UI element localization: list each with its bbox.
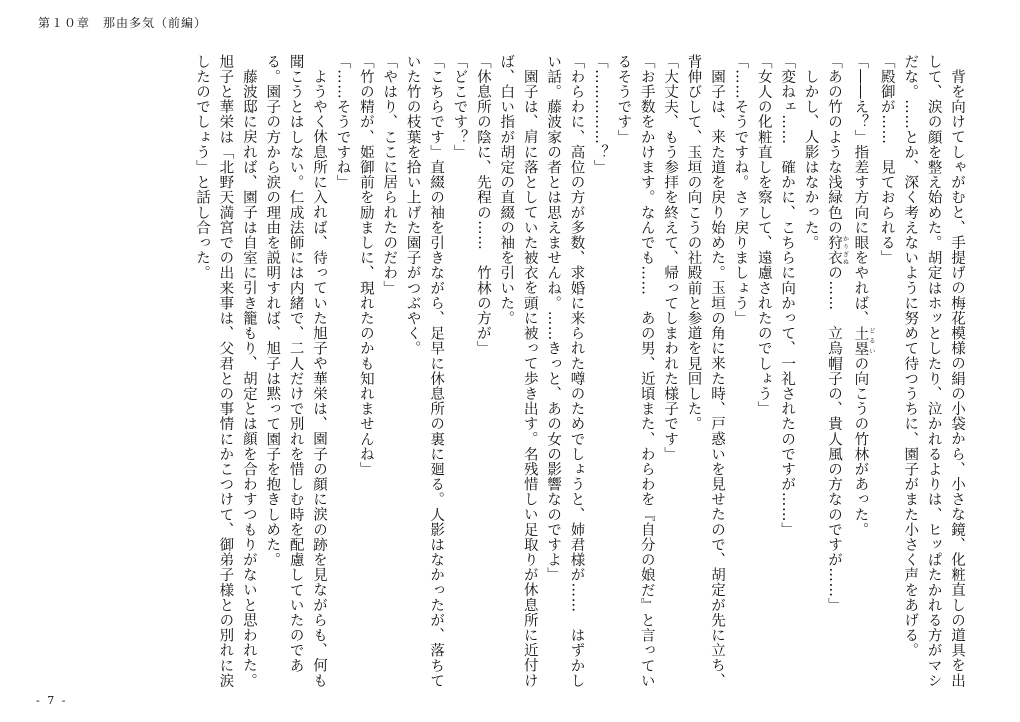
- page-number: - 7 -: [36, 694, 68, 707]
- paragraph: 園子は、肩に落としていた被衣を頭に被って歩き出す。名残惜しい足取りが休息所に近付けば、白い指が胡定の直綴の袖を引いた。: [498, 54, 538, 688]
- paragraph: 「……………？」: [591, 54, 608, 175]
- paragraph: 「……そうですね」: [334, 54, 351, 190]
- paragraph: 「やはり、ここに居られたのだわ」: [381, 54, 398, 296]
- paragraph: 園子は、来た道を戻り始めた。玉垣の角に来た時、戸惑いを見せたので、胡定が先に立ち、背伸びして、玉垣の向こうの社殿前と参道を見回した。: [685, 54, 725, 688]
- paragraph-text: 「――え？」指差す方向に眼をやれば、: [852, 54, 869, 326]
- paragraph: 「竹の精が、姫御前を励ましに、現れたのかも知れませんね」: [357, 54, 374, 477]
- paragraph: 「女人の化粧直しを察して、遠慮されたのでしょう」: [755, 54, 772, 417]
- paragraph: 背を向けてしゃがむと、手提げの梅花模様の絹の小袋から、小さな鏡、化粧直しの道具を出して、涙の顔を整え始めた。胡定はホッとしたり、泣かれるよりは、ヒッぱたかれる方がマシだな。……とか、深く考えないように努めて待つうちに、園子がまた小さく声をあげる。: [902, 54, 965, 689]
- ruby-annotation: 狩衣 かりぎぬ: [825, 235, 849, 266]
- paragraph: 「変ねェ…… 確かに、こちらに向かって、一礼されたのですが……」: [779, 54, 796, 538]
- paragraph: 「……そうですね。さァ戻りましょう」: [732, 54, 749, 326]
- paragraph-text: の向こうの竹林があった。: [852, 356, 869, 538]
- paragraph: [848, 54, 874, 690]
- paragraph: 「どこです？」: [451, 54, 468, 160]
- paragraph: 「大丈夫、もう参拝を終えて、帰ってしまわれた様子です」: [662, 54, 679, 462]
- paragraph-text: の…… 立烏帽子の、貴人風の方なのですが……」: [825, 265, 842, 613]
- paragraph: 「休息所の陰に、先程の…… 竹林の方が」: [474, 54, 491, 356]
- paragraph: しかし、人影はなかった。: [802, 68, 819, 250]
- paragraph-text: 「あの竹のような浅緑色の: [825, 54, 842, 236]
- paragraph: 「こちらです」直綴の袖を引きながら、足早に休息所の裏に廻る。人影はなかったが、落ちていた竹の枝葉を拾い上げた園子がつぶやく。: [404, 54, 445, 689]
- paragraph: 「お手数をかけます。なんでも…… あの男、近頃また、わらわを『自分の娘だ』と言っているそうです」: [615, 54, 655, 689]
- paragraph: 藤波邸に戻れば、園子は自室に引き籠もり、胡定とは顔を合わすつもりがないと思われた。旭子と華栄は「北野天満宮での出来事は、父君との事情にかこつけて、御弟子様との別れに涙したのでしょう」と話し合った。: [194, 54, 257, 689]
- paragraph: 「殿御が…… 見ておられる」: [878, 54, 895, 266]
- paragraph: 「わらわに、高位の方が多数、求婚に来られた噂のためでしょうと、姉君様が…… はずかしい話。藤波家の者とは思えませんね。……きっと、あの女の影響なのですよ」: [545, 54, 585, 689]
- paragraph: [822, 54, 848, 690]
- vertical-body-text: [178, 54, 968, 690]
- ruby-annotation: 土塁 どるい: [852, 325, 875, 357]
- chapter-header: 第１０章 那由多気（前編）: [38, 16, 208, 30]
- paragraph: ようやく休息所に入れば、待っていた旭子や華栄は、園子の顔に涙の跡を見ながらも、何も聞こうとはしない。仁成法師には内緒で、二人だけで別れを惜しむ時を配慮していたのである。園子の方から涙の理由を説明すれば、旭子は黙って園子を抱きしめた。: [264, 54, 328, 688]
